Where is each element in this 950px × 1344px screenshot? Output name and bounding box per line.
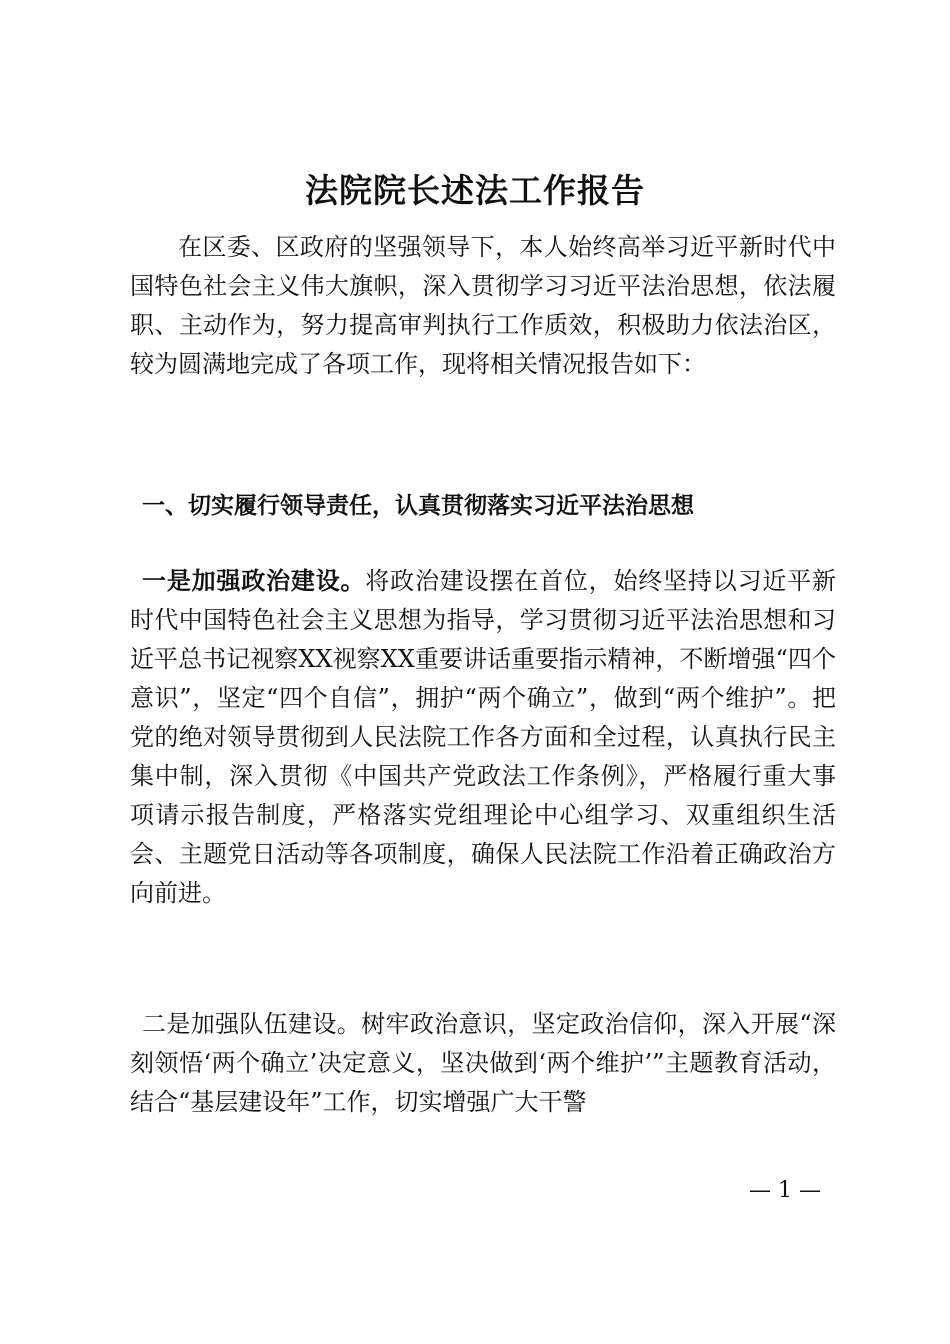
intro-paragraph: 在区委、区政府的坚强领导下，本人始终高举习近平新时代中国特色社会主义伟大旗帜，深入贯彻学习习近平法治思想，依法履职、主动作为，努力提高审判执行工作质效，积极助力依法治区，较为圆满地完成了各项工作，现将相关情况报告如下： [130,233,836,378]
paragraph-political-building [130,562,836,913]
paragraph-lead: 一是加强政治建设。 [142,567,366,595]
page-number: — 1 — [749,1178,821,1203]
document-title: 法院院长述法工作报告 [305,171,645,210]
section-heading: 一、切实履行领导责任，认真贯彻落实习近平法治思想 [142,493,694,519]
paragraph-body: 将政治建设摆在首位，始终坚持以习近平新时代中国特色社会主义思想为指导，学习贯彻习近平法治思想和习近平总书记视察XX视察XX重要讲话重要指示精神，不断增强“四个意识”，坚定“四个自信”，拥护“两个确立”，做到“两个维护”。把党的绝对领导贯彻到人民法院工作各方面和全过程，认真执行民主集中制，深入贯彻《中国共产党政法工作条例》，严格履行重大事项请示报告制度，严格落实党组理论中心组学习、双重组织生活会、主题党日活动等各项制度，确保人民法院工作沿着正确政治方向前进。 [130,567,837,907]
paragraph-team-building: 二是加强队伍建设。树牢政治意识，坚定政治信仰，深入开展“深刻领悟‘两个确立’决定意义，坚决做到‘两个维护’”主题教育活动，结合“基层建设年”工作，切实增强广大干警 [130,1010,836,1116]
